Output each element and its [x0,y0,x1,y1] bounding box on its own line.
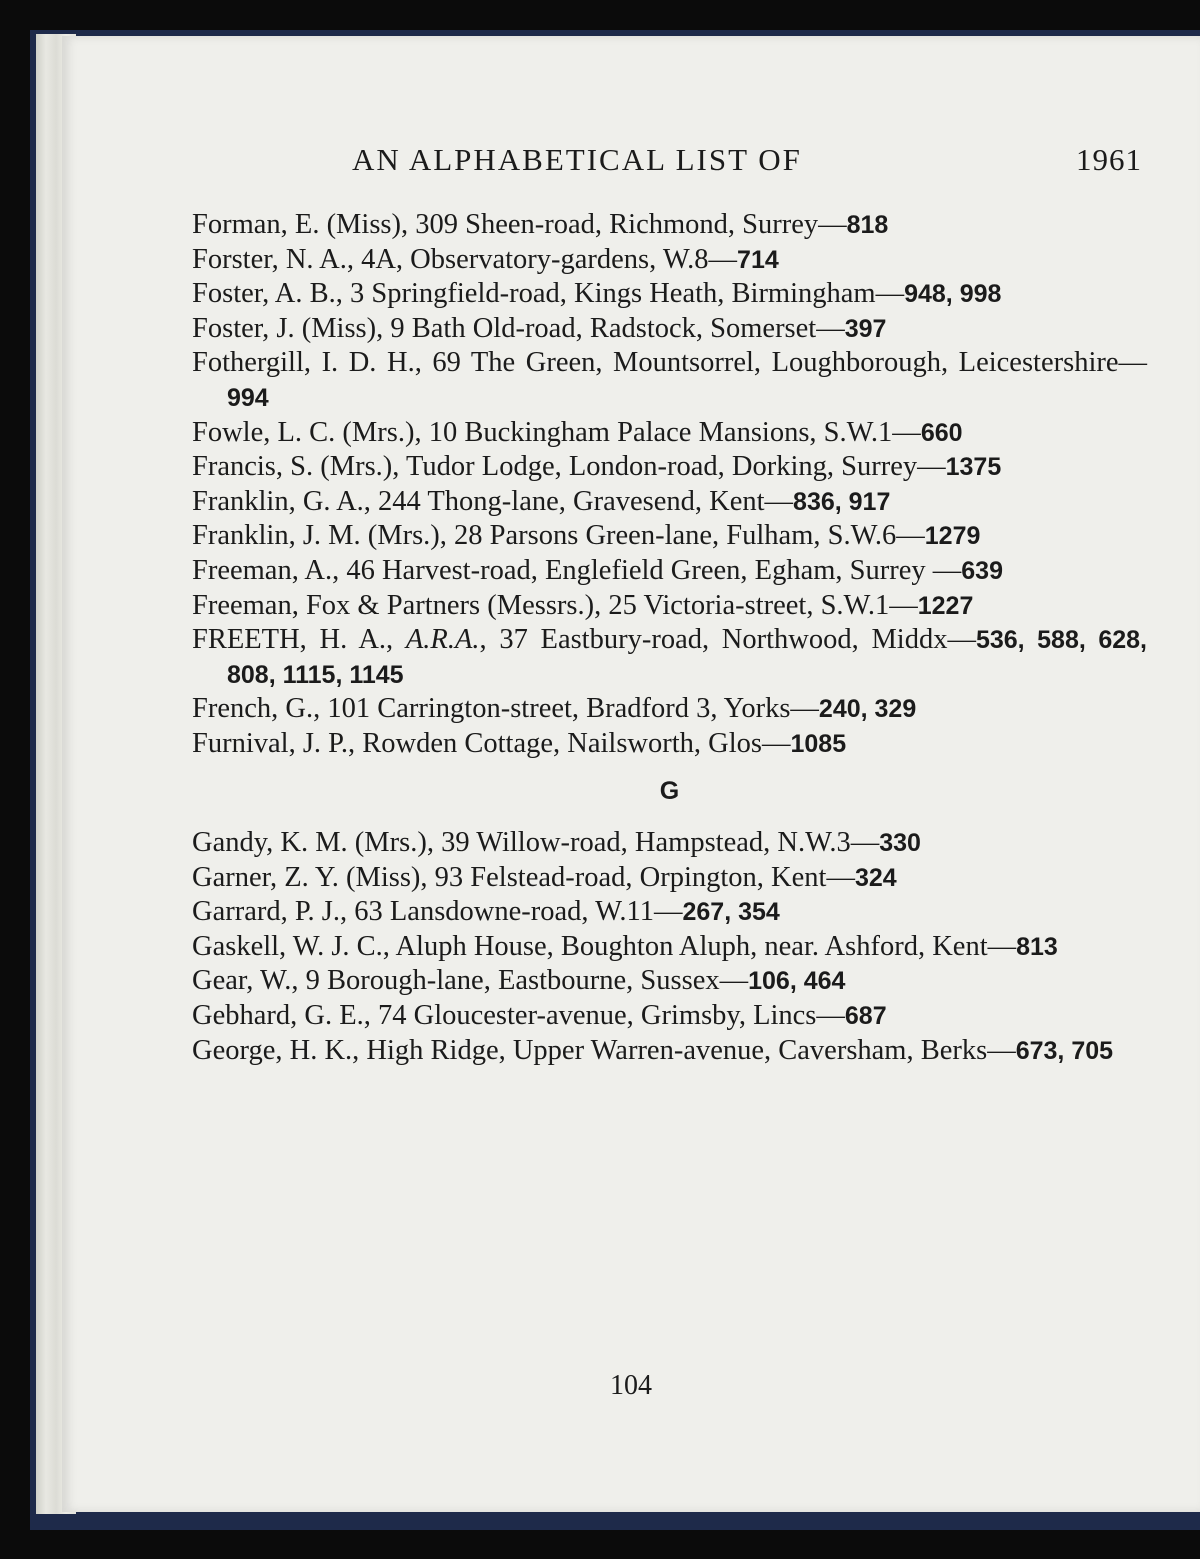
list-entry [192,243,1147,278]
list-entry [192,1034,1147,1069]
list-entry [192,208,1147,243]
entry-text: Gaskell, W. J. C., Aluph House, Boughton Aluph, near. Ashford, Kent— [192,930,1017,962]
list-entry [192,999,1147,1034]
entry-text: Gandy, K. M. (Mrs.), 39 Willow-road, Hampstead, N.W.3— [192,827,880,859]
entry-text: Gear, W., 9 Borough-lane, Eastbourne, Sussex— [192,965,749,997]
section-letter: G [659,776,680,805]
list-entry [192,554,1147,589]
entry-text: Gebhard, G. E., 74 Gloucester-avenue, Grimsby, Lincs— [192,1000,845,1032]
list-entry-freeth [192,623,1147,692]
entry-text: Garrard, P. J., 63 Lansdowne-road, W.11— [192,896,683,928]
entry-refs: 240, 329 [818,695,917,724]
entry-refs: 1279 [924,522,981,551]
entry-text: Forman, E. (Miss), 309 Sheen-road, Richmond, Surrey— [192,209,847,240]
entry-text: Garner, Z. Y. (Miss), 93 Felstead-road, Orpington, Kent— [192,861,855,893]
entry-refs: 948, 998 [904,280,1002,309]
running-head-title: AN ALPHABETICAL LIST OF [352,142,802,177]
list-entry [192,861,1147,896]
entry-text: Francis, S. (Mrs.), Tudor Lodge, London-road, Dorking, Surrey— [192,451,946,483]
entry-refs: 836, 917 [793,487,891,516]
list-entry [192,416,1147,451]
list-entry [192,589,1147,624]
entry-refs: 714 [737,245,779,274]
entry-refs: 1227 [917,591,974,620]
entry-refs: 1085 [790,729,847,758]
entry-refs: 660 [920,418,963,447]
entry-name: FREETH, H. A., [192,624,394,656]
entry-refs: 324 [854,863,897,892]
entry-text: Fothergill, I. D. H., 69 The Green, Mountsorrel, Loughborough, Leicestershire— [192,347,1147,379]
entry-text: Freeman, A., 46 Harvest-road, Englefield Green, Egham, Surrey — [192,554,962,586]
list-entry [192,519,1147,554]
entry-refs: 1375 [945,453,1002,482]
entry-refs: 397 [844,314,887,343]
entry-text: French, G., 101 Carrington-street, Bradford 3, Yorks— [192,693,819,725]
entry-text: Fowle, L. C. (Mrs.), 10 Buckingham Palace Mansions, S.W.1— [192,416,921,448]
list-entry [192,826,1147,861]
list-entry [192,930,1147,965]
list-entry [192,727,1147,762]
entry-text: George, H. K., High Ridge, Upper Warren-avenue, Caversham, Berks— [192,1034,1016,1066]
entry-text: Furnival, J. P., Rowden Cottage, Nailsworth, Glos— [192,727,791,759]
list-entry [192,346,1147,415]
entry-refs: 818 [846,211,889,239]
list-entry [192,277,1147,312]
list-entry [192,964,1147,999]
entry-text: Franklin, J. M. (Mrs.), 28 Parsons Green-lane, Fulham, S.W.6— [192,520,925,552]
list-entry [192,485,1147,520]
entry-refs: 687 [844,1002,887,1031]
entry-refs: 673, 705 [1015,1036,1114,1065]
list-entry [192,312,1147,347]
entry-refs: 267, 354 [682,898,780,927]
entry-refs: 330 [879,829,921,858]
entry-refs: 639 [961,556,1003,585]
entry-refs: 106, 464 [748,967,846,996]
list-entry [192,450,1147,485]
running-head-year: 1961 [1076,142,1142,177]
entry-list [192,208,1147,1068]
entry-text: Franklin, G. A., 244 Thong-lane, Gravesend, Kent— [192,485,794,517]
entry-refs: 994 [227,383,269,412]
entry-text: Forster, N. A., 4A, Observatory-gardens, W.8— [192,243,738,275]
list-entry [192,895,1147,930]
entry-qualification: A.R.A. [405,624,480,656]
entry-refs: 813 [1016,932,1058,961]
entry-text: Freeman, Fox & Partners (Messrs.), 25 Victoria-street, S.W.1— [192,589,918,621]
entry-text: Foster, J. (Miss), 9 Bath Old-road, Radstock, Somerset— [192,312,845,344]
entry-text: Foster, A. B., 3 Springfield-road, Kings Heath, Birmingham— [192,278,905,310]
list-entry [192,692,1147,727]
page-number: 104 [610,1370,652,1401]
entry-refs: 536, 588, 628, 808, 1115, 1145 [227,626,1147,689]
entry-address: , 37 Eastbury-road, Northwood, Middx— [479,624,976,656]
book-page [62,36,1200,1512]
